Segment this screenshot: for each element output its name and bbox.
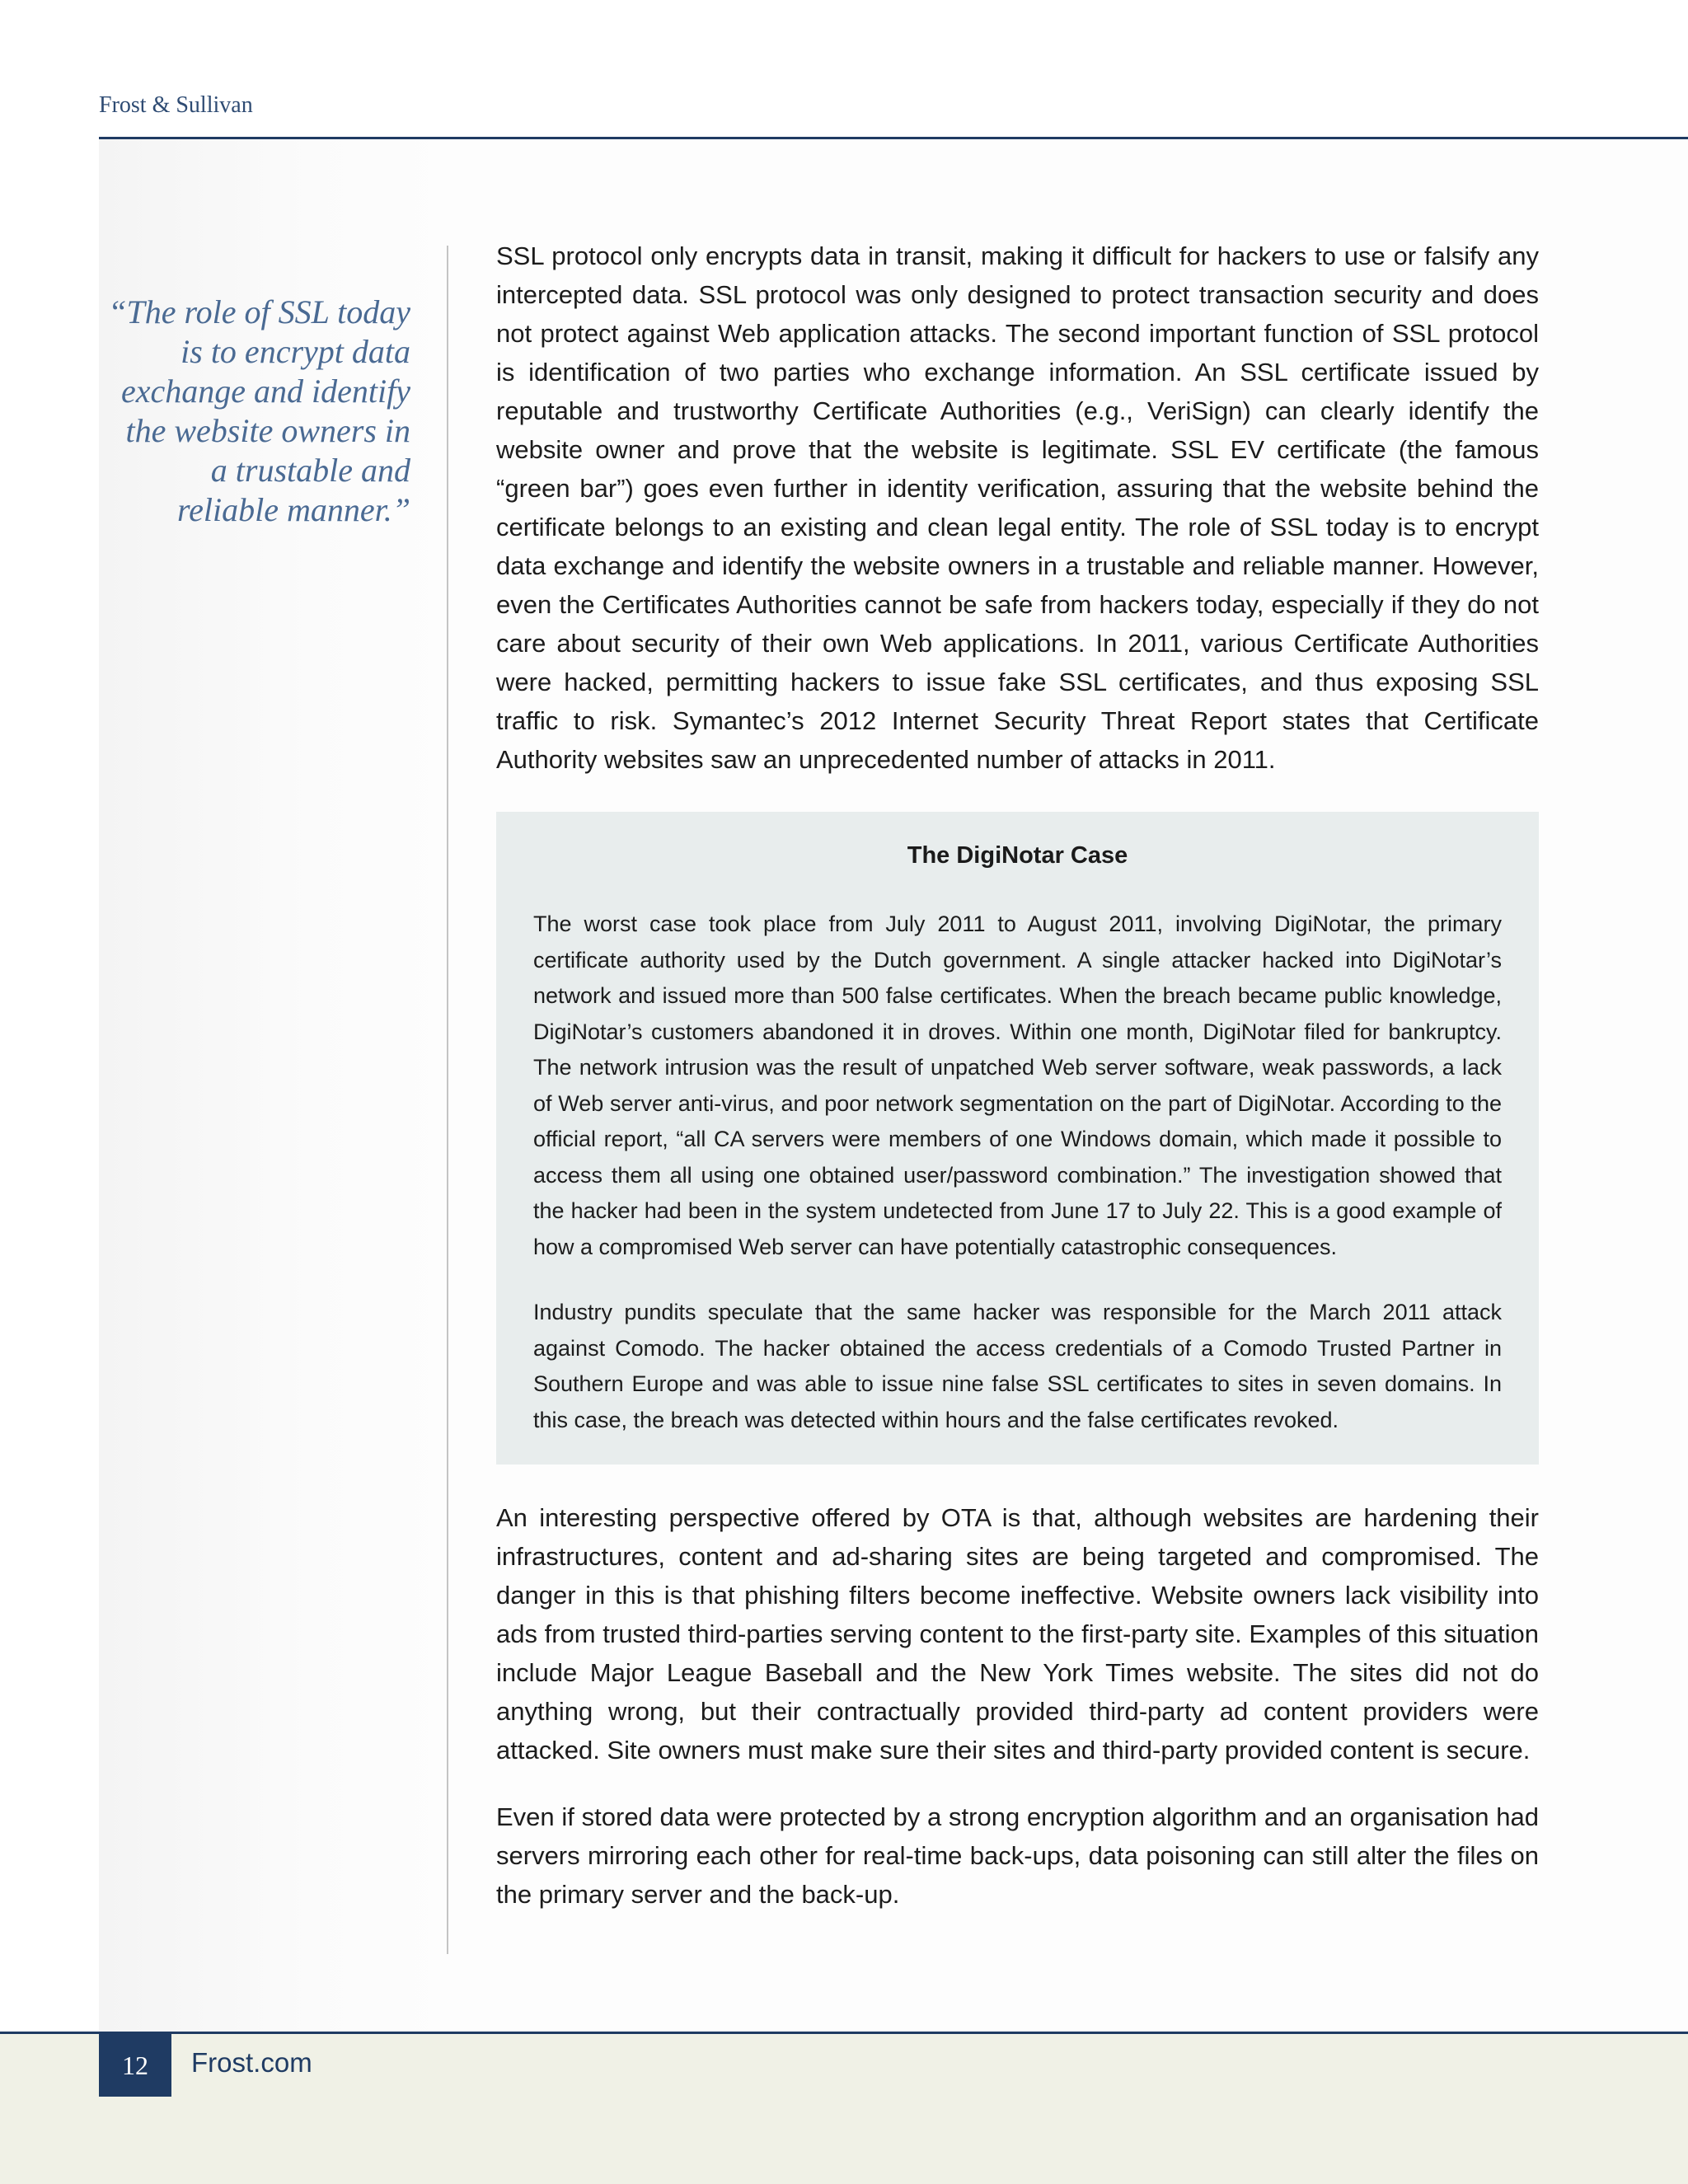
case-study-paragraph-1: The worst case took place from July 2011 to August 2011, involving DigiNotar, the primary certificate authority used by the Dutch government. A single attacker hacked into DigiNotar’s network and issued more than 500 false certificates. When the breach became public knowledge, DigiNotar’s customers abandoned it in droves. Within one month, DigiNotar filed for bankruptcy. The network intrusion was the result of unpatched Web server software, weak passwords, a lack of Web server anti-virus, and poor network segmentation on the part of DigiNotar. According to the official report, “all CA servers were members of one Windows domain, which made it possible to access them all using one obtained user/password combination.” The investigation showed that the hacker had been in the system undetected from June 17 to July 22. This is a good example of how a compromised Web server can have potentially catastrophic consequences. [533,912,1502,1259]
case-study-title: The DigiNotar Case [907,842,1128,869]
page-number: 12 [99,2034,171,2097]
footer-site-link[interactable]: Frost.com [191,2047,312,2078]
body-paragraph-1: SSL protocol only encrypts data in transit, making it difficult for hackers to use or falsify any intercepted data. SSL protocol was only designed to protect transaction security and does not protect against Web application attacks. The second important function of SSL protocol is identification of two parties who exchange information. An SSL certificate issued by reputable and trustworthy Certificate Authorities (e.g., VeriSign) can clearly identify the website owner and prove that the website is legitimate. SSL EV certificate (the famous “green bar”) goes even further in identity verification, assuring that the website behind the certificate belongs to an existing and clean legal entity. The role of SSL today is to encrypt data exchange and identify the website owners in a trustable and reliable manner. However, even the Certificates Authorities cannot be safe from hackers today, especially if they do not care about security of their own Web applications. In 2011, various Certificate Authorities were hacked, permitting hackers to issue fake SSL certificates, and thus exposing SSL traffic to risk. Symantec’s 2012 Internet Security Threat Report states that Certificate Authority websites saw an unprecedented number of attacks in 2011. [496,241,1539,774]
pull-quote: “The role of SSL today is to encrypt data exchange and identify the website owners in a trustable and reliable manner.” [108,293,410,528]
body-paragraph-3: Even if stored data were protected by a strong encryption algorithm and an organisation had servers mirroring each other for real-time back-ups, data poisoning can still alter the files on the primary server and the back-up. [496,1802,1539,1909]
body-paragraph-2: An interesting perspective offered by OTA is that, although websites are hardening their infrastructures, content and ad-sharing sites are being targeted and compromised. The danger in this is that phishing filters become ineffective. Website owners lack visibility into ads from trusted third-parties serving content to the first-party site. Examples of this situation include Major League Baseball and the New York Times website. The sites did not do anything wrong, but their contractually provided third-party ad content providers were attacked. Site owners must make sure their sites and third-party provided content is secure. [496,1503,1539,1765]
footer-rule [0,2032,1688,2034]
case-study-paragraph-2: Industry pundits speculate that the same hacker was responsible for the March 2011 attack against Comodo. The hacker obtained the access credentials of a Comodo Trusted Partner in Southern Europe and was able to issue nine false SSL certificates to sites in seven domains. In this case, the breach was detected within hours and the false certificates revoked. [533,1300,1502,1432]
header-brand: Frost & Sullivan [99,92,253,118]
column-divider [447,246,448,1954]
